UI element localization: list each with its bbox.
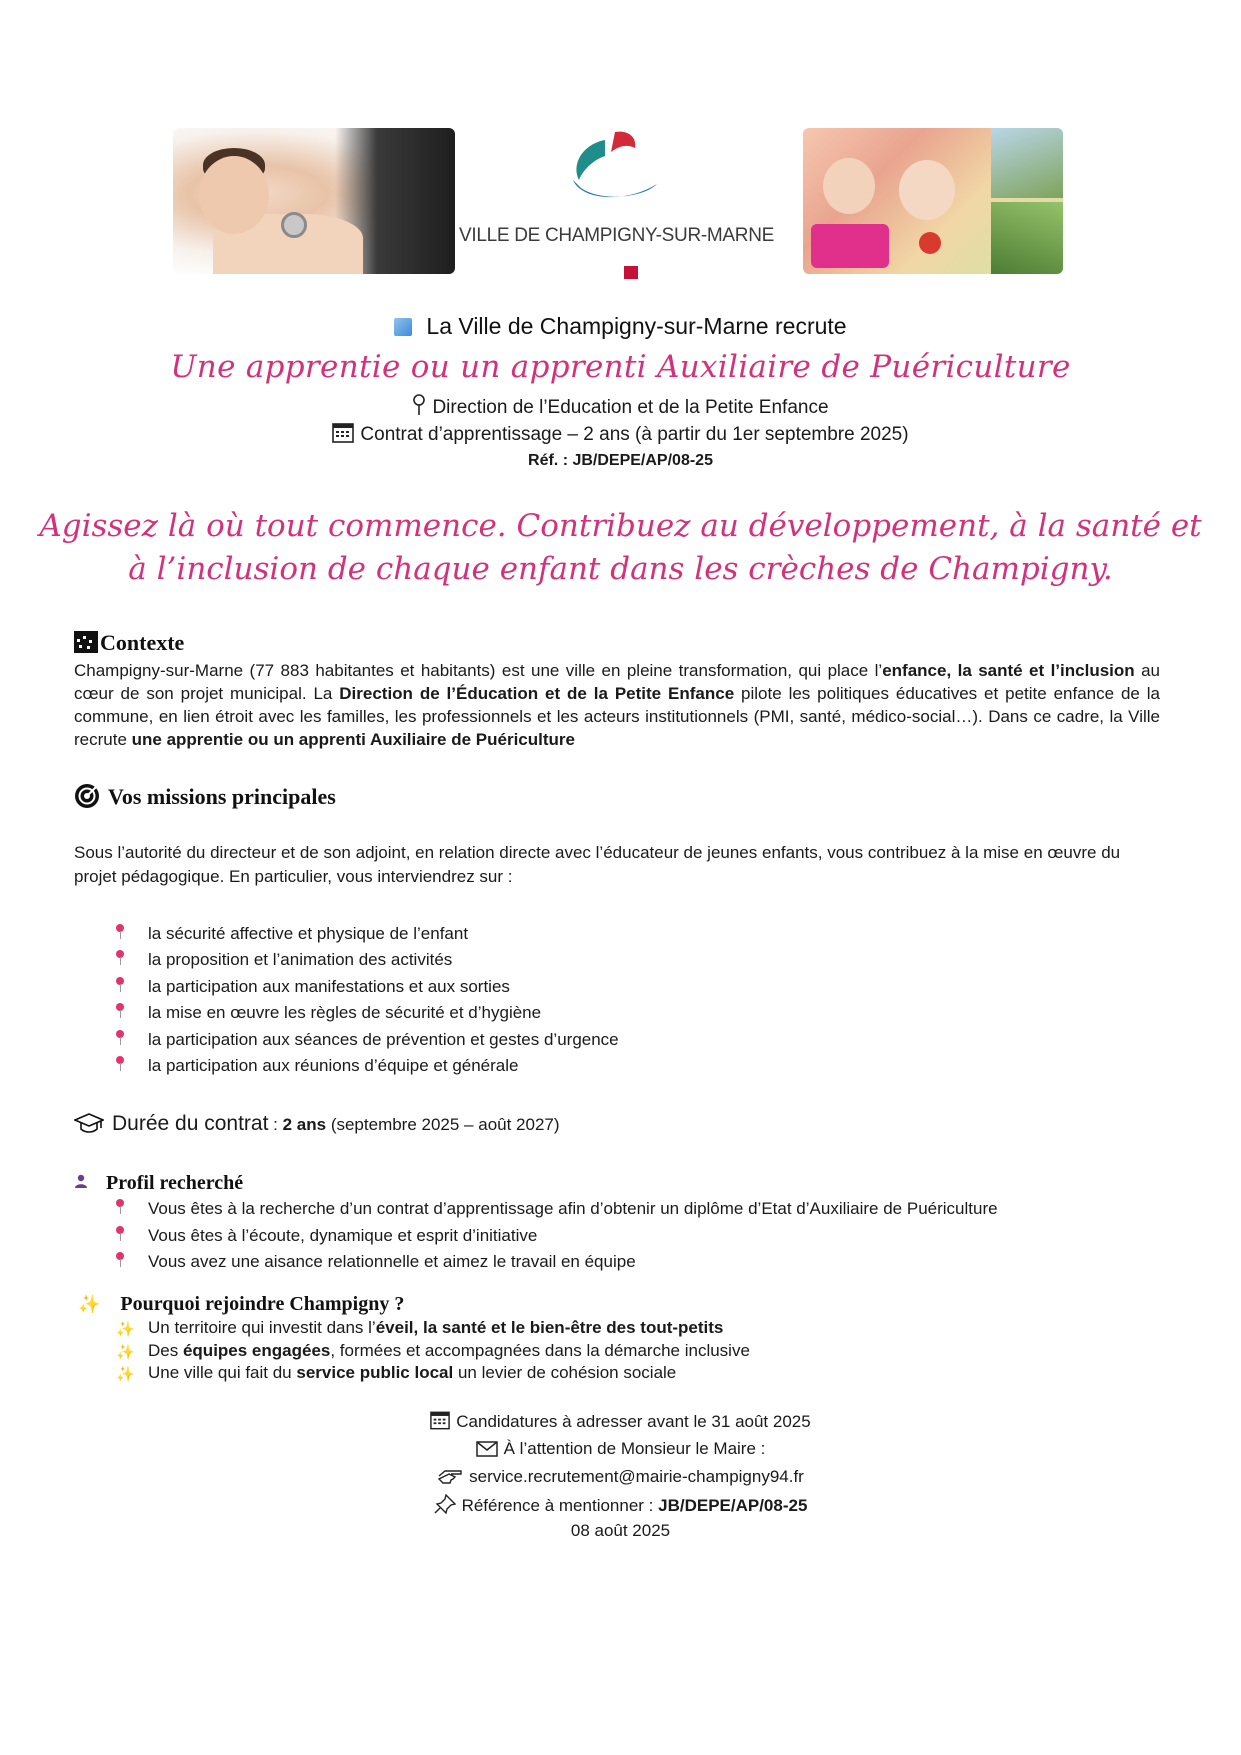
attention-line: À l’attention de Monsieur le Maire :	[0, 1439, 1241, 1459]
list-item: Vous êtes à la recherche d’un contrat d’apprentissage afin d’obtenir un diplôme d’Etat d’Auxiliaire de Puériculture	[74, 1196, 1174, 1223]
tagline	[0, 505, 1241, 591]
key-pin-icon	[412, 394, 426, 416]
square-icon	[394, 318, 412, 336]
sparkles-icon: ✨	[116, 1343, 135, 1361]
logo-mark-icon	[455, 122, 785, 222]
job-title: Une apprentie ou un apprenti Auxiliaire de Puériculture	[170, 349, 1071, 385]
pushpin-icon	[434, 1494, 456, 1514]
pushpin-icon	[115, 977, 125, 993]
calendar-icon	[430, 1411, 450, 1430]
list-item: la sécurité affective et physique de l’enfant	[74, 921, 1074, 947]
contexte-heading: Contexte	[74, 630, 184, 656]
contract-line: Contrat d’apprentissage – 2 ans (à partir du 1er septembre 2025)	[0, 423, 1241, 446]
reference-line: Réf. : JB/DEPE/AP/08-25	[528, 452, 713, 469]
list-item: ✨ Une ville qui fait du service public local un levier de cohésion sociale	[74, 1362, 1174, 1385]
pointing-hand-icon	[437, 1467, 463, 1485]
sparkles-icon: ✨	[116, 1321, 135, 1338]
header-banner	[173, 122, 1063, 274]
list-item: ✨ Des équipes engagées, formées et accompagnées dans la démarche inclusive	[74, 1340, 1174, 1363]
pushpin-icon	[115, 924, 125, 940]
list-item: ✨ Un territoire qui investit dans l’éveil, la santé et le bien-être des tout-petits	[74, 1317, 1174, 1340]
sparkles-icon: ✨	[78, 1294, 101, 1314]
list-item: la participation aux manifestations et aux sorties	[74, 974, 1074, 1000]
list-item: la proposition et l’animation des activités	[74, 947, 1074, 973]
list-item: la mise en œuvre les règles de sécurité et d’hygiène	[74, 1000, 1074, 1026]
city-logo	[455, 122, 785, 274]
missions-list	[74, 921, 1074, 1079]
list-item: Vous avez une aisance relationnelle et aimez le travail en équipe	[74, 1249, 1174, 1276]
pourquoi-list	[74, 1317, 1174, 1385]
list-item: Vous êtes à l’écoute, dynamique et esprit d’initiative	[74, 1223, 1174, 1250]
pushpin-icon	[115, 1226, 125, 1242]
contract-duration: Durée du contrat : 2 ans (septembre 2025 – août 2027)	[74, 1112, 560, 1136]
pushpin-icon	[115, 1056, 125, 1072]
calendar-icon	[332, 423, 354, 443]
target-icon	[74, 783, 100, 809]
recruit-heading: La Ville de Champigny-sur-Marne recrute	[0, 313, 1241, 340]
email-link[interactable]: service.recrutement@mairie-champigny94.fr	[469, 1467, 804, 1486]
pushpin-icon	[115, 1252, 125, 1268]
banner-photo-baby-doctor	[173, 128, 455, 274]
pushpin-icon	[115, 1030, 125, 1046]
person-icon	[74, 1174, 88, 1188]
sparkles-icon: ✨	[116, 1366, 135, 1383]
publication-date: 08 août 2025	[570, 1521, 671, 1540]
list-item: la participation aux séances de prévention et gestes d’urgence	[74, 1027, 1074, 1053]
profil-list	[74, 1196, 1174, 1276]
pushpin-icon	[115, 950, 125, 966]
missions-intro: Sous l’autorité du directeur et de son adjoint, en relation directe avec l’éducateur de jeunes enfants, vous contribuez à la mise en œuvre du projet pédagogique. En particulier, vous interviendrez sur :	[74, 843, 1121, 886]
profil-heading: Profil recherché	[74, 1172, 243, 1195]
logo-text: VILLE DE CHAMPIGNY-SUR-MARNE	[459, 225, 775, 246]
pushpin-icon	[115, 1003, 125, 1019]
tagline-line-1: Agissez là où tout commence. Contribuez au développement, à la santé et	[39, 508, 1202, 544]
email-line	[0, 1467, 1241, 1487]
envelope-icon	[476, 1441, 498, 1457]
city-icon	[74, 631, 98, 653]
direction-line: Direction de l’Education et de la Petite Enfance	[0, 394, 1241, 419]
tagline-line-2: à l’inclusion de chaque enfant dans les crèches de Champigny.	[128, 551, 1113, 587]
reference-mention: Référence à mentionner : JB/DEPE/AP/08-25	[0, 1494, 1241, 1516]
list-item: la participation aux réunions d’équipe et générale	[74, 1053, 1074, 1079]
banner-photo-children	[803, 128, 1063, 274]
pushpin-icon	[115, 1199, 125, 1215]
missions-heading: Vos missions principales	[74, 783, 336, 810]
graduation-cap-icon	[74, 1112, 104, 1134]
contexte-paragraph: Champigny-sur-Marne (77 883 habitantes et habitants) est une ville en pleine transformation, qui place l’enfance, la santé et l’inclusion au cœur de son projet municipal. La Direction de l’Éducation et de la Petite Enfance pilote les politiques éducatives et petite enfance de la commune, en lien étroit avec les familles, les professionnels et les acteurs institutionnels (PMI, santé, médico-social…). Dans ce cadre, la Ville recrute une apprentie ou un apprenti Auxiliaire de Puériculture	[74, 661, 1160, 749]
red-square-mark	[624, 266, 638, 279]
application-deadline: Candidatures à adresser avant le 31 août 2025	[0, 1411, 1241, 1432]
pourquoi-heading: ✨ Pourquoi rejoindre Champigny ?	[78, 1293, 405, 1315]
